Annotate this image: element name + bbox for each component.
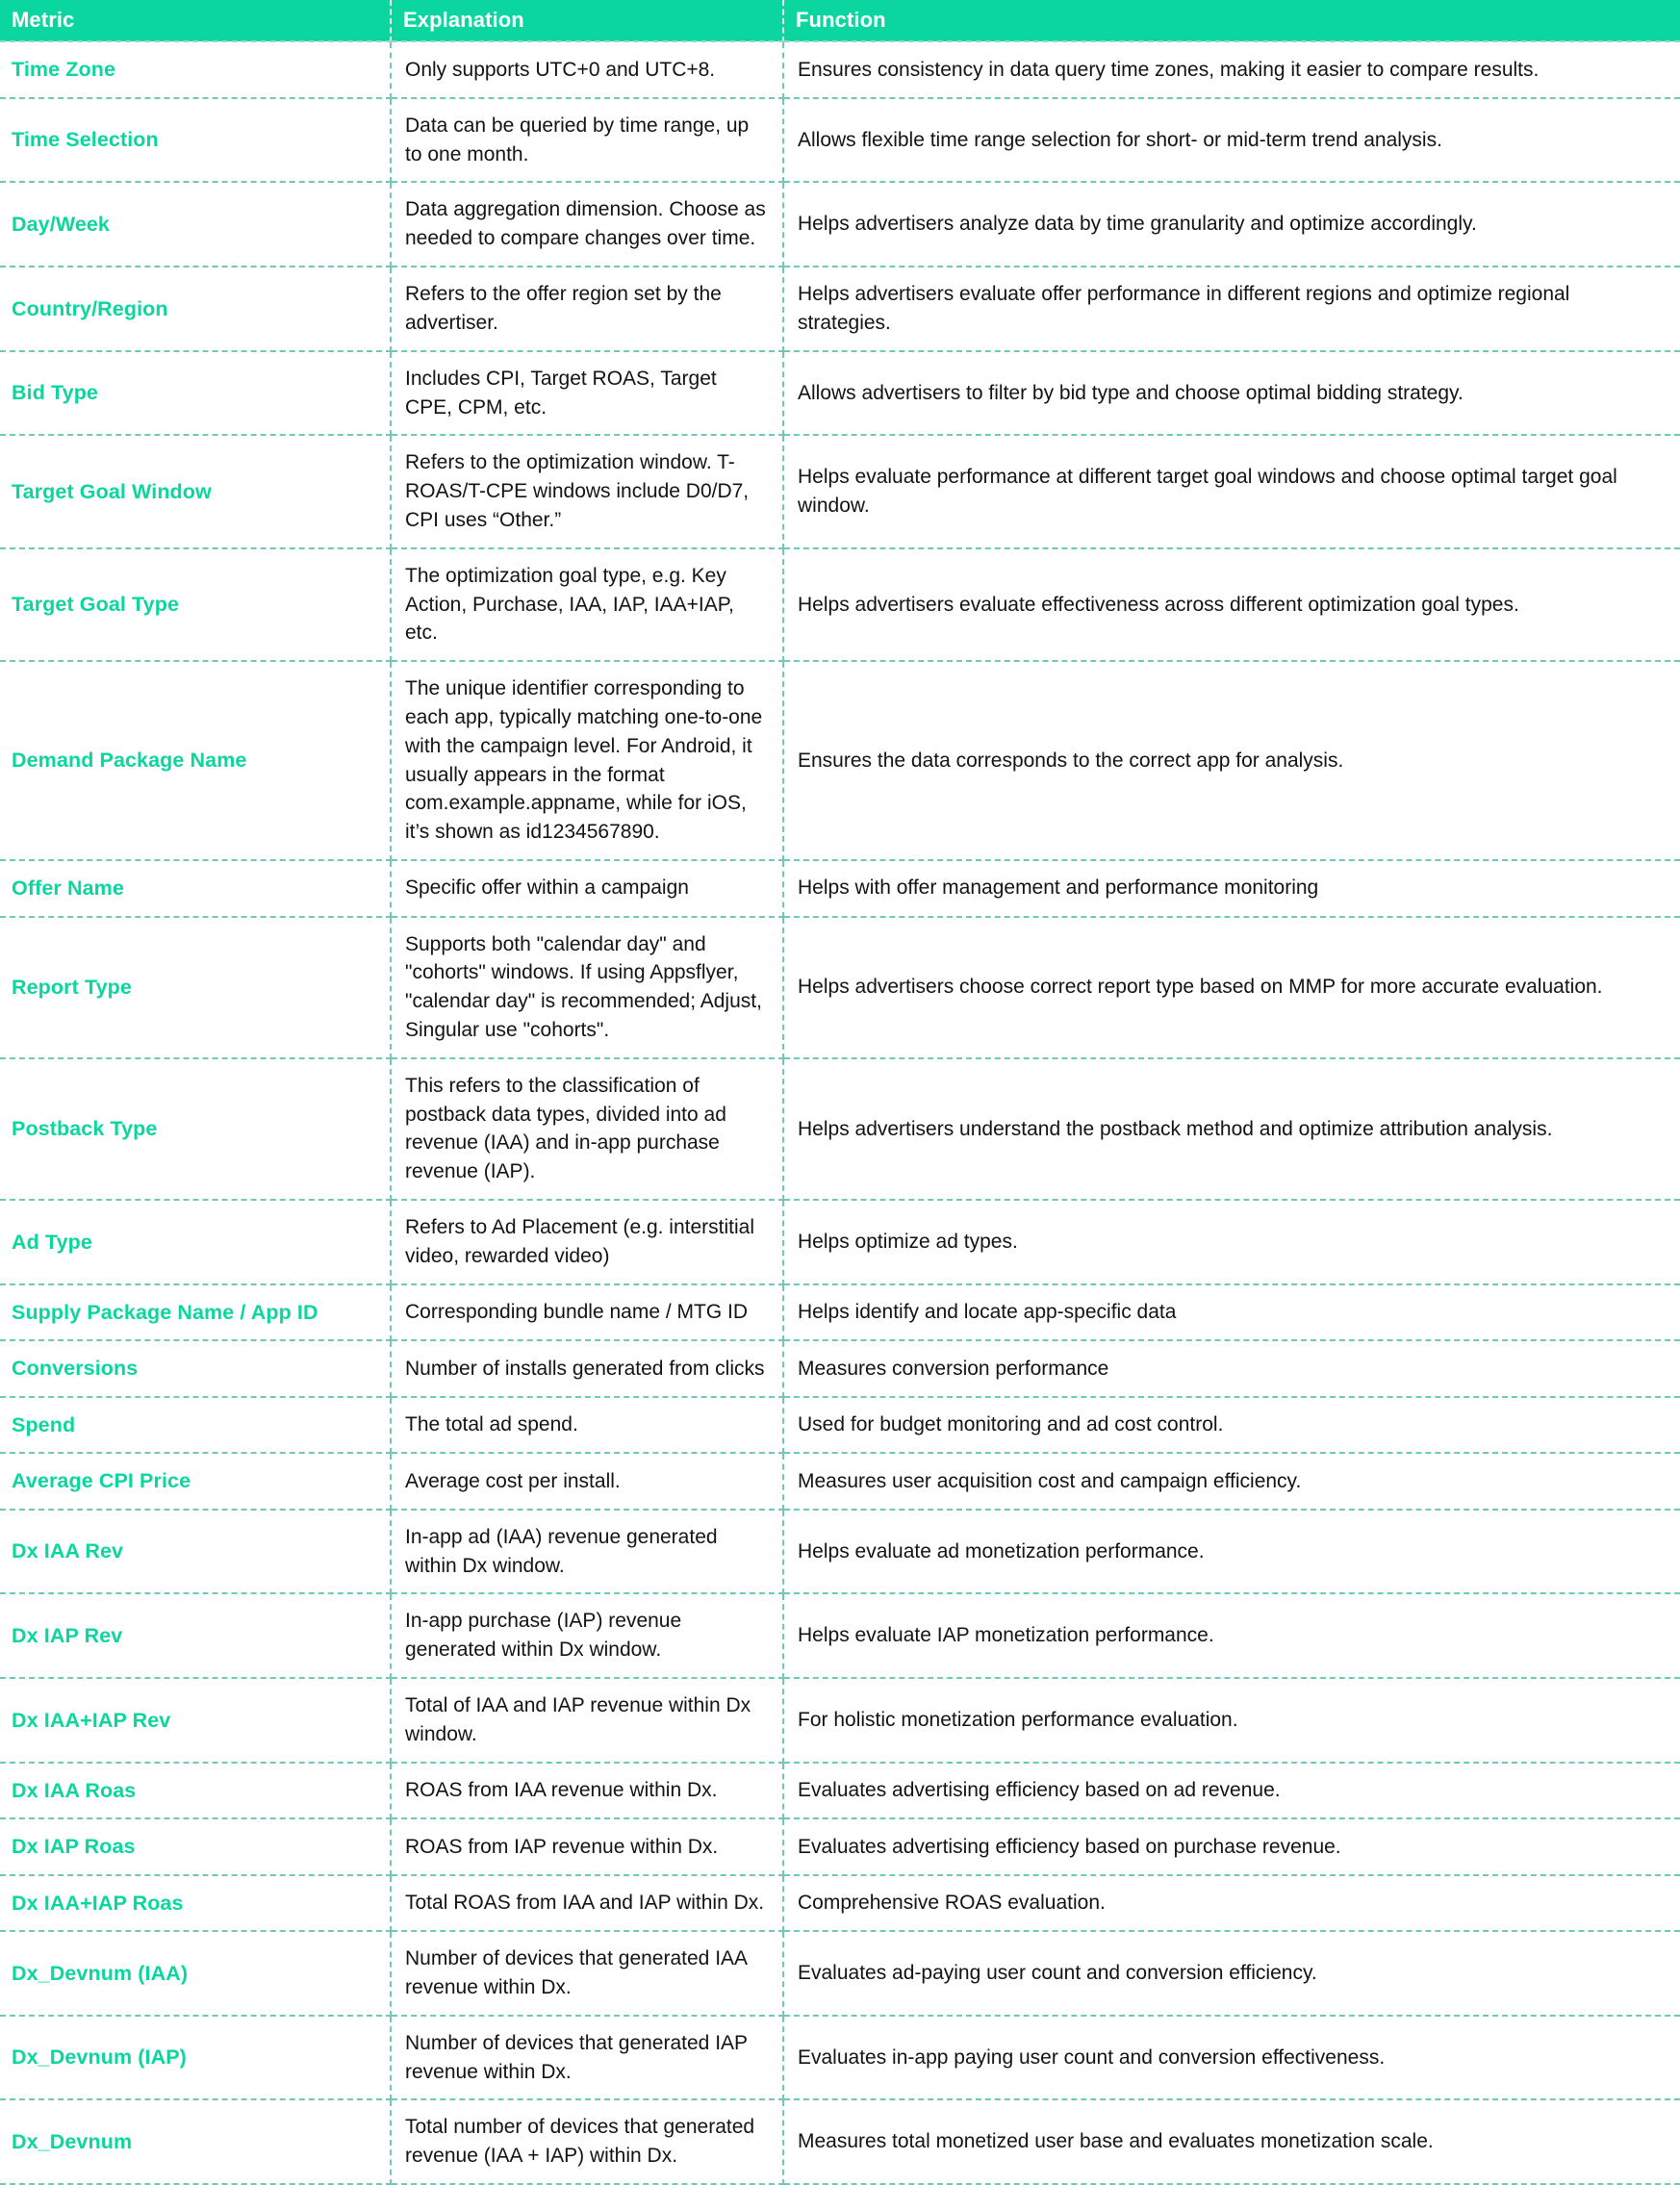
- metric-explanation-cell: Number of devices that generated IAP revenue within Dx.: [391, 2016, 783, 2100]
- metric-explanation-cell: Specific offer within a campaign: [391, 860, 783, 917]
- metric-function-cell: Evaluates advertising efficiency based on purchase revenue.: [783, 1818, 1680, 1875]
- metric-explanation-cell: The optimization goal type, e.g. Key Action, Purchase, IAA, IAP, IAA+IAP, etc.: [391, 548, 783, 661]
- metric-explanation-cell: Data aggregation dimension. Choose as needed to compare changes over time.: [391, 182, 783, 267]
- metric-function-cell: Measures conversion performance: [783, 1340, 1680, 1397]
- metric-explanation-cell: ROAS from IAP revenue within Dx.: [391, 1818, 783, 1875]
- metric-function-cell: Helps advertisers evaluate offer performance in different regions and optimize regional strategies.: [783, 267, 1680, 351]
- metric-name-cell: Demand Package Name: [0, 661, 391, 860]
- metric-function-cell: Helps evaluate performance at different target goal windows and choose optimal target goal window.: [783, 435, 1680, 547]
- table-row: [0, 1818, 1680, 1875]
- metric-name-cell: Time Selection: [0, 98, 391, 183]
- table-row: [0, 1763, 1680, 1819]
- metric-explanation-cell: Average cost per install.: [391, 1453, 783, 1510]
- metric-explanation-cell: Supports both "calendar day" and "cohorts" windows. If using Appsflyer, "calendar day" is recommended; Adjust, Singular use "cohorts".: [391, 917, 783, 1058]
- metric-name-cell: Spend: [0, 1397, 391, 1454]
- metric-explanation-cell: Total of IAA and IAP revenue within Dx window.: [391, 1678, 783, 1763]
- metric-explanation-cell: The total ad spend.: [391, 1397, 783, 1454]
- metric-function-cell: Helps identify and locate app-specific data: [783, 1284, 1680, 1341]
- metric-explanation-cell: Corresponding bundle name / MTG ID: [391, 1284, 783, 1341]
- metric-function-cell: Helps advertisers evaluate effectiveness across different optimization goal types.: [783, 548, 1680, 661]
- table-row: [0, 182, 1680, 267]
- table-row: [0, 98, 1680, 183]
- table-row: [0, 2099, 1680, 2184]
- table-row: [0, 1200, 1680, 1284]
- metric-name-cell: Supply Package Name / App ID: [0, 1284, 391, 1341]
- metric-name-cell: Dx IAA Rev: [0, 1510, 391, 1594]
- metric-explanation-cell: Only supports UTC+0 and UTC+8.: [391, 41, 783, 98]
- metric-explanation-cell: Data can be queried by time range, up to one month.: [391, 98, 783, 183]
- table-row: [0, 1593, 1680, 1678]
- metric-function-cell: Evaluates advertising efficiency based on ad revenue.: [783, 1763, 1680, 1819]
- metric-explanation-cell: This refers to the classification of postback data types, divided into ad revenue (IAA) and in-app purchase revenue (IAP).: [391, 1058, 783, 1200]
- metric-name-cell: Dx IAA Roas: [0, 1763, 391, 1819]
- metric-function-cell: Helps evaluate IAP monetization performance.: [783, 1593, 1680, 1678]
- metric-name-cell: Day/Week: [0, 182, 391, 267]
- table-row: [0, 1397, 1680, 1454]
- table-row: [0, 661, 1680, 860]
- table-row: [0, 1284, 1680, 1341]
- table-row: [0, 1875, 1680, 1932]
- metric-explanation-cell: Refers to the optimization window. T-ROAS/T-CPE windows include D0/D7, CPI uses “Other.”: [391, 435, 783, 547]
- metric-explanation-cell: Number of devices that generated IAA revenue within Dx.: [391, 1931, 783, 2016]
- metric-name-cell: Dx_Devnum: [0, 2099, 391, 2184]
- metric-function-cell: Measures total monetized user base and evaluates monetization scale.: [783, 2099, 1680, 2184]
- metric-function-cell: Helps optimize ad types.: [783, 1200, 1680, 1284]
- table-row: [0, 548, 1680, 661]
- metric-explanation-cell: Includes CPI, Target ROAS, Target CPE, CPM, etc.: [391, 351, 783, 436]
- table-row: [0, 1453, 1680, 1510]
- metric-function-cell: Evaluates in-app paying user count and conversion effectiveness.: [783, 2016, 1680, 2100]
- table-row: [0, 41, 1680, 98]
- table-row: [0, 351, 1680, 436]
- metric-explanation-cell: Refers to Ad Placement (e.g. interstitial video, rewarded video): [391, 1200, 783, 1284]
- metric-explanation-cell: ROAS from IAA revenue within Dx.: [391, 1763, 783, 1819]
- metric-name-cell: Conversions: [0, 1340, 391, 1397]
- table-body: [0, 41, 1680, 2184]
- table-row: [0, 1340, 1680, 1397]
- table-header: [0, 0, 1680, 41]
- metric-function-cell: Allows advertisers to filter by bid type and choose optimal bidding strategy.: [783, 351, 1680, 436]
- table-row: [0, 435, 1680, 547]
- metric-function-cell: Comprehensive ROAS evaluation.: [783, 1875, 1680, 1932]
- metric-name-cell: Offer Name: [0, 860, 391, 917]
- column-header-metric: Metric: [0, 0, 391, 41]
- column-header-explanation: Explanation: [391, 0, 783, 41]
- metric-name-cell: Dx_Devnum (IAP): [0, 2016, 391, 2100]
- metric-name-cell: Dx IAP Rev: [0, 1593, 391, 1678]
- table-row: [0, 267, 1680, 351]
- table-row: [0, 917, 1680, 1058]
- table-row: [0, 2016, 1680, 2100]
- table-row: [0, 1058, 1680, 1200]
- metric-explanation-cell: Number of installs generated from clicks: [391, 1340, 783, 1397]
- metric-function-cell: Helps advertisers analyze data by time granularity and optimize accordingly.: [783, 182, 1680, 267]
- metric-name-cell: Ad Type: [0, 1200, 391, 1284]
- metric-explanation-cell: Total number of devices that generated revenue (IAA + IAP) within Dx.: [391, 2099, 783, 2184]
- metric-name-cell: Time Zone: [0, 41, 391, 98]
- metric-function-cell: Helps evaluate ad monetization performance.: [783, 1510, 1680, 1594]
- metric-explanation-cell: Refers to the offer region set by the advertiser.: [391, 267, 783, 351]
- metric-explanation-cell: Total ROAS from IAA and IAP within Dx.: [391, 1875, 783, 1932]
- metric-function-cell: Ensures the data corresponds to the correct app for analysis.: [783, 661, 1680, 860]
- metric-explanation-cell: The unique identifier corresponding to each app, typically matching one-to-one with the campaign level. For Android, it usually appears in the format com.example.appname, while for iOS, it’s shown as id1234567890.: [391, 661, 783, 860]
- metric-function-cell: Evaluates ad-paying user count and conversion efficiency.: [783, 1931, 1680, 2016]
- table-row: [0, 1678, 1680, 1763]
- table-header-row: [0, 0, 1680, 41]
- metric-name-cell: Target Goal Window: [0, 435, 391, 547]
- metric-function-cell: Helps with offer management and performance monitoring: [783, 860, 1680, 917]
- metric-name-cell: Dx IAA+IAP Rev: [0, 1678, 391, 1763]
- table-row: [0, 860, 1680, 917]
- metric-name-cell: Target Goal Type: [0, 548, 391, 661]
- metric-function-cell: Measures user acquisition cost and campaign efficiency.: [783, 1453, 1680, 1510]
- metric-name-cell: Dx IAP Roas: [0, 1818, 391, 1875]
- metric-name-cell: Bid Type: [0, 351, 391, 436]
- metric-function-cell: Used for budget monitoring and ad cost control.: [783, 1397, 1680, 1454]
- metric-name-cell: Dx IAA+IAP Roas: [0, 1875, 391, 1932]
- metric-name-cell: Country/Region: [0, 267, 391, 351]
- metric-function-cell: Ensures consistency in data query time zones, making it easier to compare results.: [783, 41, 1680, 98]
- metric-function-cell: Helps advertisers understand the postback method and optimize attribution analysis.: [783, 1058, 1680, 1200]
- metric-name-cell: Dx_Devnum (IAA): [0, 1931, 391, 2016]
- metric-name-cell: Postback Type: [0, 1058, 391, 1200]
- column-header-function: Function: [783, 0, 1680, 41]
- metric-name-cell: Report Type: [0, 917, 391, 1058]
- table-row: [0, 1931, 1680, 2016]
- metric-explanation-cell: In-app ad (IAA) revenue generated within Dx window.: [391, 1510, 783, 1594]
- metric-function-cell: Helps advertisers choose correct report type based on MMP for more accurate evaluation.: [783, 917, 1680, 1058]
- metric-name-cell: Average CPI Price: [0, 1453, 391, 1510]
- table-row: [0, 1510, 1680, 1594]
- metric-explanation-cell: In-app purchase (IAP) revenue generated within Dx window.: [391, 1593, 783, 1678]
- metric-function-cell: For holistic monetization performance evaluation.: [783, 1678, 1680, 1763]
- metric-function-cell: Allows flexible time range selection for short- or mid-term trend analysis.: [783, 98, 1680, 183]
